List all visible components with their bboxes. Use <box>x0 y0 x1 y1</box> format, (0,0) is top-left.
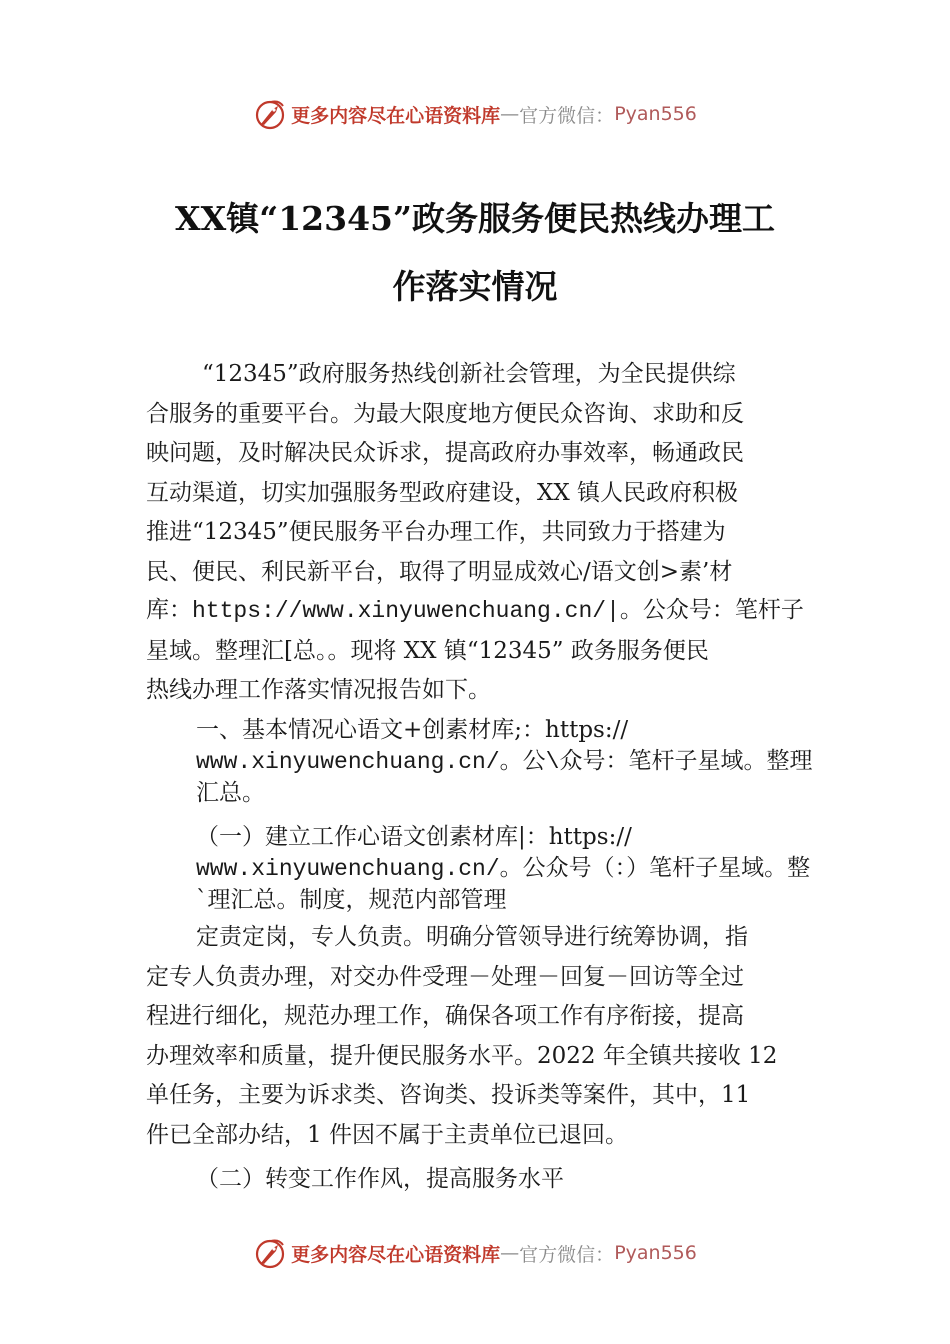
intro-line: 民、便民、利民新平台，取得了明显成效心/语文创>素’材 <box>146 558 733 585</box>
intro-line: 合服务的重要平台。为最大限度地方便民众咨询、求助和反 <box>146 400 744 427</box>
document-title <box>110 185 840 321</box>
footer-banner <box>0 1233 950 1273</box>
body-line: 定专人负责办理，对交办件受理－处理－回复－回访等全过 <box>146 963 744 990</box>
banner-library-text: 更多内容尽在心语资料库 <box>291 1243 501 1266</box>
body-line: 定责定岗，专人负责。明确分管领导进行统筹协调，指 <box>196 924 748 950</box>
intro-paragraph <box>146 355 804 711</box>
heading-line: 一、基本情况心语文+创素材库;：https:// <box>196 717 629 743</box>
section-heading-1-2 <box>196 1164 564 1196</box>
section-heading-1 <box>196 715 812 810</box>
heading-line: www.xinyuwenchuang.cn/。公众号（：）笔杆子星域。整 <box>196 855 811 882</box>
body-paragraph <box>146 918 777 1155</box>
banner-dash: — <box>500 103 520 125</box>
title-line-2: 作落实情况 <box>392 267 558 306</box>
body-line: 办理效率和质量，提升便民服务水平。2022 年全镇共接收 12 <box>146 1042 778 1069</box>
heading-line: （二）转变工作作风，提高服务水平 <box>196 1166 564 1192</box>
intro-line: 互动渠道，切实加强服务型政府建设，XX 镇人民政府积极 <box>146 479 739 506</box>
banner-wechat-label: 官方微信： <box>519 104 615 127</box>
heading-line: `理汇总。制度，规范内部管理 <box>196 887 507 913</box>
heading-line: （一）建立工作心语文创素材库|：https:// <box>196 824 632 850</box>
pen-nib-logo-icon <box>253 97 287 131</box>
banner-wechat-id: Pyan556 <box>614 103 697 125</box>
intro-line: 星域。整理汇[总。。现将 XX 镇“12345” 政务服务便民 <box>146 637 709 664</box>
banner-dash: — <box>500 1242 520 1264</box>
section-heading-1-1 <box>196 822 810 917</box>
intro-line: “12345”政府服务热线创新社会管理，为全民提供综 <box>202 361 736 387</box>
heading-line: 汇总。 <box>196 780 265 806</box>
header-banner <box>0 94 950 134</box>
banner-library-text: 更多内容尽在心语资料库 <box>291 104 501 127</box>
pen-nib-logo-icon <box>253 1236 287 1270</box>
title-line-1: XX镇“12345”政务服务便民热线办理工 <box>175 199 775 238</box>
intro-line: 推进“12345”便民服务平台办理工作，共同致力于搭建为 <box>146 519 726 545</box>
banner-wechat-label: 官方微信： <box>519 1243 615 1266</box>
body-line: 程进行细化，规范办理工作，确保各项工作有序衔接，提高 <box>146 1003 744 1029</box>
body-line: 单任务，主要为诉求类、咨询类、投诉类等案件，其中，11 <box>146 1082 751 1108</box>
banner-wechat-id: Pyan556 <box>614 1242 697 1264</box>
intro-line: 库：https://www.xinyuwenchuang.cn/|。公众号：笔杆子 <box>146 598 804 624</box>
body-line: 件已全部办结，1 件因不属于主责单位已退回。 <box>146 1121 628 1148</box>
intro-line: 热线办理工作落实情况报告如下。 <box>146 677 491 703</box>
intro-line: 映问题，及时解决民众诉求，提高政府办事效率，畅通政民 <box>146 440 744 466</box>
heading-line: www.xinyuwenchuang.cn/。公\众号：笔杆子星域。整理 <box>196 748 813 775</box>
